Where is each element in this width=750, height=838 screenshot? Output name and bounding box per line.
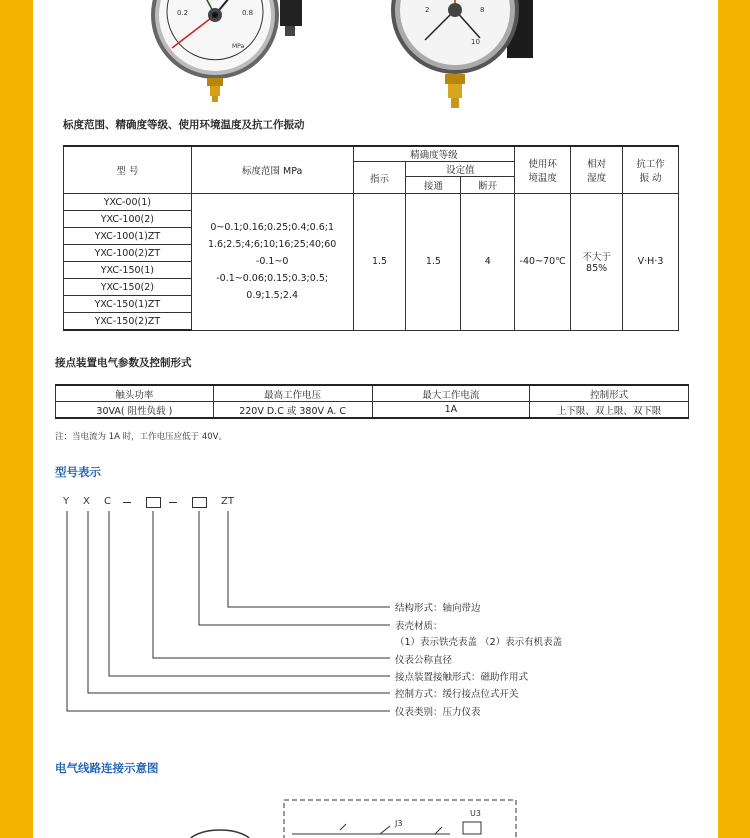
model-cell: YXC-150(2) xyxy=(64,279,192,296)
code-letter-y: Y xyxy=(63,496,70,507)
contact-header-current: 最大工作电流 xyxy=(372,385,530,402)
contact-value-power: 30VA( 阻性负载 ) xyxy=(56,402,214,419)
current-note: 注：当电流为 1A 时，工作电压应低于 40V。 xyxy=(55,432,227,442)
model-cell: YXC-00(1) xyxy=(64,194,192,211)
model-cell: YXC-150(1)ZT xyxy=(64,296,192,313)
open-cell: 4 xyxy=(461,194,515,331)
gauge-left-label-low: 0.2 xyxy=(177,9,189,17)
contact-header-power: 触头功率 xyxy=(56,385,214,402)
desc-control: 控制方式：缓行接点位式开关 xyxy=(395,689,519,700)
contact-value-voltage: 220V D.C 或 380V A. C xyxy=(213,402,372,419)
gauge-right-label-low: 2 xyxy=(425,6,430,14)
model-cell: YXC-150(2)ZT xyxy=(64,313,192,331)
spec-header-humidity: 相对 湿度 xyxy=(571,146,623,194)
circuit-heading: 电气线路连接示意图 xyxy=(55,761,159,775)
spec-header-open: 断开 xyxy=(461,177,515,194)
contact-header-control: 控制形式 xyxy=(530,385,689,402)
model-cell: YXC-100(2)ZT xyxy=(64,245,192,262)
circuit-label-j3: J3 xyxy=(395,819,403,828)
desc-category: 仪表类别：压力仪表 xyxy=(395,707,481,718)
indicate-cell: 1.5 xyxy=(353,194,406,331)
code-letter-x: X xyxy=(83,496,90,507)
desc-material: 表壳材质： xyxy=(395,621,443,632)
model-heading: 型号表示 xyxy=(55,465,101,479)
vibration-cell: V·H·3 xyxy=(623,194,679,331)
model-cell: YXC-150(1) xyxy=(64,262,192,279)
gauge-left-label-high: 0.8 xyxy=(242,9,254,17)
spec-header-indicate: 指示 xyxy=(353,162,406,194)
spec-header-close: 接通 xyxy=(406,177,461,194)
model-cell: YXC-100(1)ZT xyxy=(64,228,192,245)
spec-header-temp: 使用环 境温度 xyxy=(515,146,571,194)
desc-material-options: （1）表示铁壳表盖 （2）表示有机表盖 xyxy=(395,637,563,648)
leader-contact xyxy=(109,511,390,676)
circuit-diagram xyxy=(180,794,540,838)
model-cell: YXC-100(2) xyxy=(64,211,192,228)
gauge-right-label-high: 8 xyxy=(480,6,485,14)
spec-header-setting: 设定值 xyxy=(406,162,515,177)
circuit-label-u3: U3 xyxy=(470,809,481,818)
humidity-cell: 不大于 85% xyxy=(571,194,623,331)
close-cell: 1.5 xyxy=(406,194,461,331)
spec-header-accuracy: 精确度等级 xyxy=(353,146,515,162)
leader-structure xyxy=(228,511,390,607)
spec-header-model: 型 号 xyxy=(64,146,192,194)
code-letter-c: C xyxy=(104,496,111,507)
gauge-left-unit: MPa xyxy=(232,43,245,50)
spec-heading: 标度范围、精确度等级、使用环境温度及抗工作振动 xyxy=(63,119,305,131)
leader-control xyxy=(88,511,390,693)
contact-heading: 接点装置电气参数及控制形式 xyxy=(55,357,192,369)
code-letter-zt: ZT xyxy=(221,496,234,507)
gauge-right-label-max: 10 xyxy=(471,38,480,46)
contact-value-control: 上下限、双上限、双下限 xyxy=(530,402,689,419)
contact-header-voltage: 最高工作电压 xyxy=(213,385,372,402)
leader-diameter xyxy=(153,511,390,658)
temp-cell: -40~70℃ xyxy=(515,194,571,331)
spec-header-range: 标度范围 MPa xyxy=(191,146,353,194)
contact-value-current: 1A xyxy=(372,402,530,419)
desc-structure: 结构形式：轴向带边 xyxy=(395,603,481,614)
desc-diameter: 仪表公称直径 xyxy=(395,655,453,666)
desc-contact: 接点装置接触形式：磁助作用式 xyxy=(395,672,529,683)
range-cell: 0~0.1;0.16;0.25;0.4;0.6;1 1.6;2.5;4;6;10;16;25;40;60 -0.1~0 -0.1~0.06;0.15;0.3;0.5; 0.9;1.5;2.4 xyxy=(191,194,353,331)
spec-header-vibration: 抗工作 振 动 xyxy=(623,146,679,194)
